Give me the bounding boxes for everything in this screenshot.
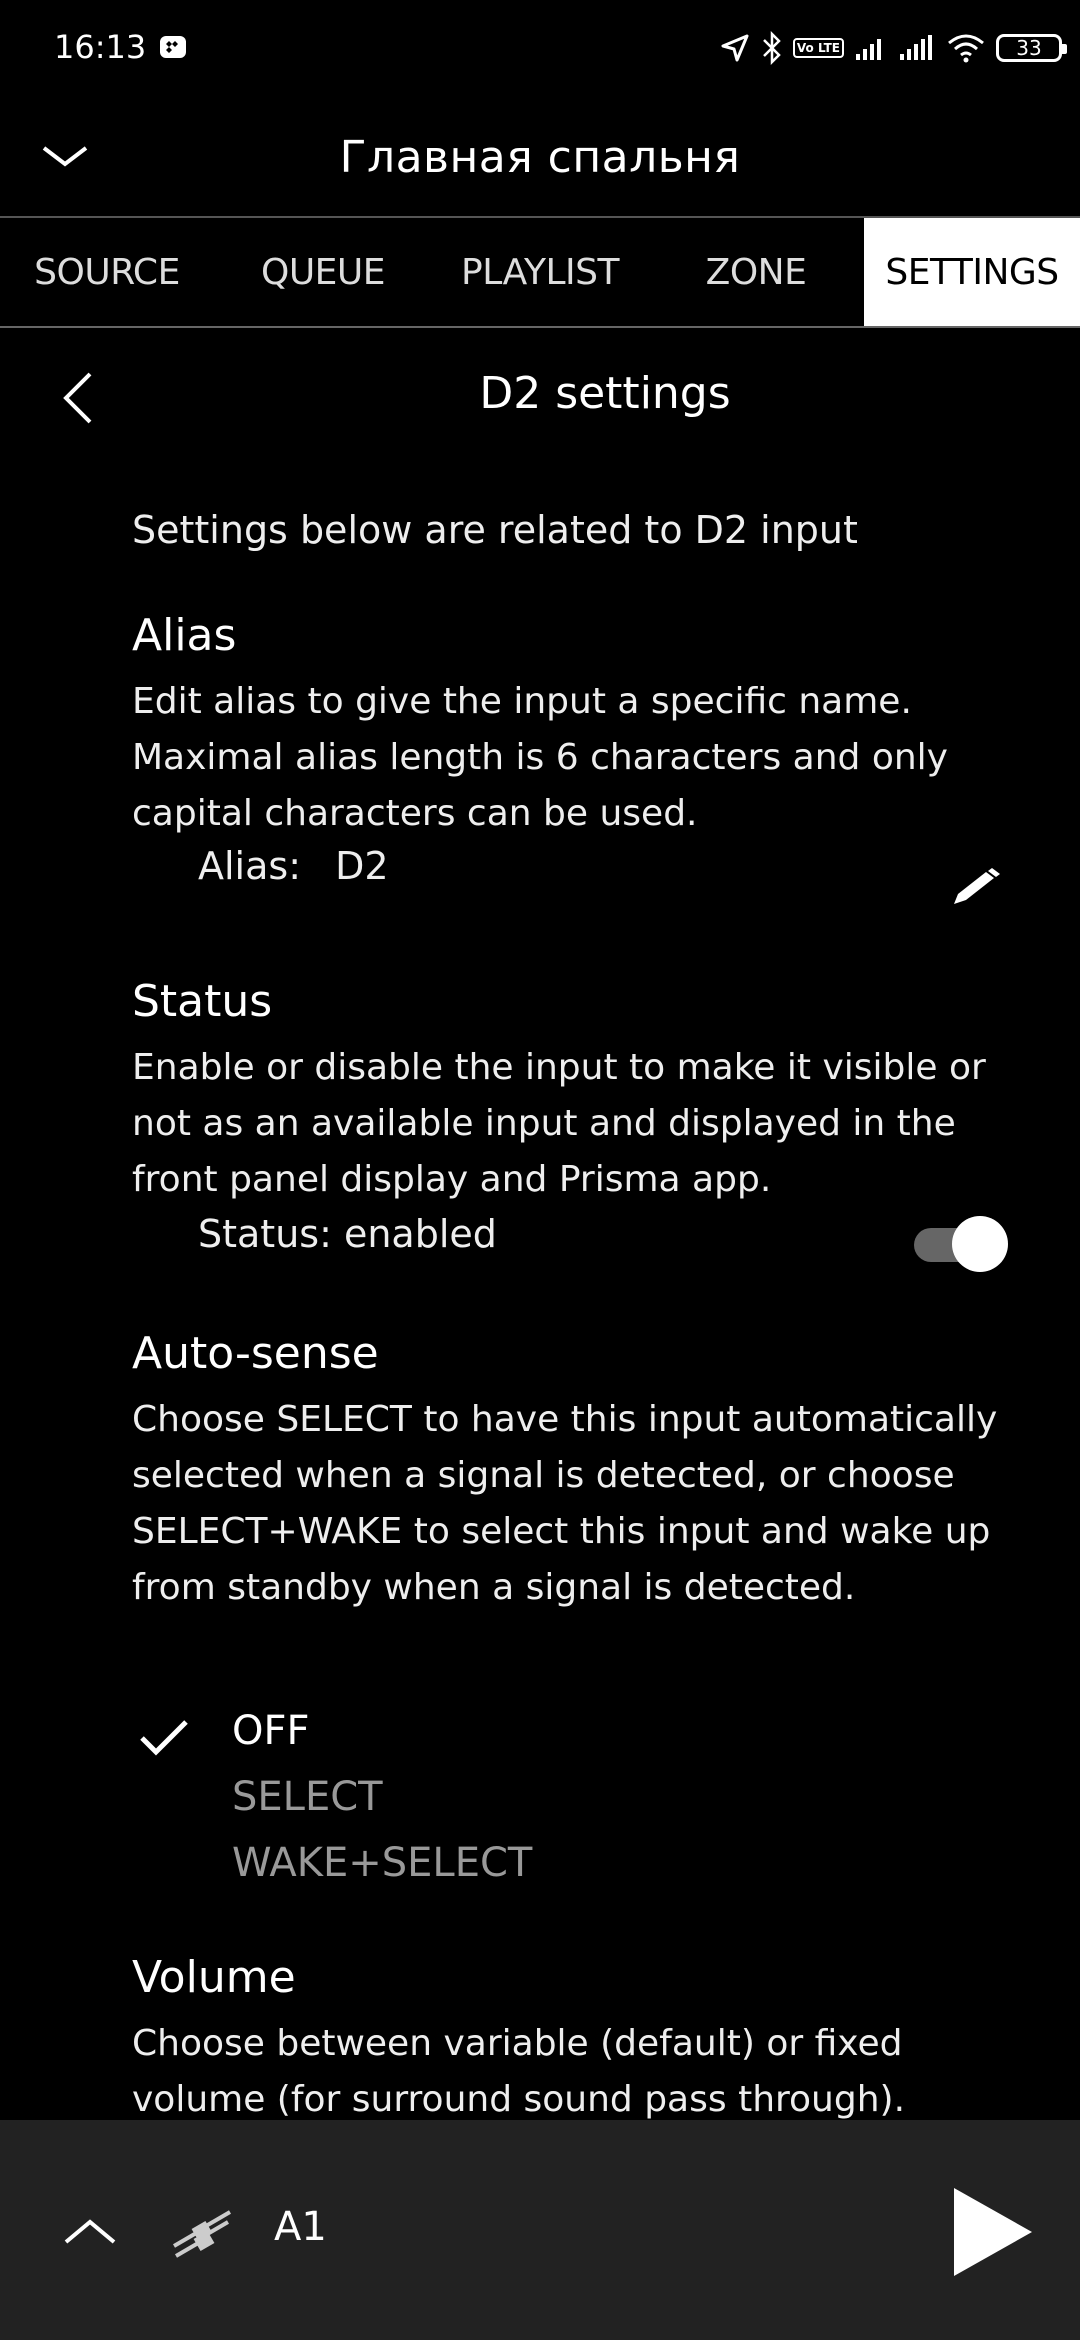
alias-section — [132, 610, 236, 661]
auto-sense-title: Auto-sense — [132, 1328, 379, 1379]
alias-value-line — [198, 844, 389, 888]
page-title: Главная спальня — [339, 132, 741, 183]
status-time: 16:13 — [54, 28, 147, 66]
toggle-knob — [952, 1216, 1008, 1272]
signal-icon — [898, 34, 936, 62]
desc-line: Edit alias to give the input a specific name. — [132, 681, 912, 722]
chevron-up-icon[interactable] — [60, 2212, 120, 2252]
status-value: Status: enabled — [198, 1212, 497, 1256]
subheader — [0, 328, 1080, 468]
tab-bar — [0, 218, 1080, 328]
auto-sense-description — [132, 1392, 997, 1616]
pencil-icon[interactable] — [948, 866, 1004, 910]
alias-title: Alias — [132, 610, 237, 661]
location-arrow-icon — [719, 32, 751, 64]
wifi-icon — [946, 33, 986, 63]
desc-line: front panel display and Prisma app. — [132, 1159, 772, 1200]
status-title: Status — [132, 976, 273, 1027]
desc-line: Enable or disable the input to make it visible or — [132, 1047, 986, 1088]
desc-line: Choose SELECT to have this input automatically — [132, 1399, 998, 1440]
status-bar — [0, 0, 1080, 96]
battery-icon: 33 — [996, 34, 1062, 62]
desc-line: Maximal alias length is 6 characters and only — [132, 737, 948, 778]
intro-text: Settings below are related to D2 input — [132, 508, 858, 552]
status-toggle[interactable] — [914, 1216, 1006, 1270]
alias-value: D2 — [335, 844, 389, 888]
cable-icon — [170, 2206, 234, 2262]
tab-queue[interactable]: QUEUE — [260, 251, 386, 293]
tab-source[interactable]: SOURCE — [34, 251, 180, 293]
desc-line: SELECT+WAKE to select this input and wake up — [132, 1511, 991, 1552]
tab-settings[interactable]: SETTINGS — [864, 218, 1080, 326]
option-off[interactable]: OFF — [232, 1708, 310, 1754]
desc-line: not as an available input and displayed in the — [132, 1103, 956, 1144]
desc-line: capital characters can be used. — [132, 793, 698, 834]
header — [0, 96, 1080, 218]
alias-description — [132, 674, 948, 842]
desc-line: selected when a signal is detected, or choose — [132, 1455, 955, 1496]
desc-line: from standby when a signal is detected. — [132, 1567, 856, 1608]
tab-zone[interactable]: ZONE — [705, 251, 807, 293]
status-description — [132, 1040, 986, 1208]
desc-line: volume (for surround sound pass through). — [132, 2079, 906, 2120]
volume-description — [132, 2016, 905, 2128]
alias-label: Alias: — [198, 844, 301, 888]
tab-playlist[interactable]: PLAYLIST — [461, 251, 619, 293]
volume-title: Volume — [132, 1952, 296, 2003]
signal-icon — [854, 34, 888, 62]
option-wake-select[interactable]: WAKE+SELECT — [232, 1840, 533, 1886]
current-source: A1 — [274, 2204, 327, 2250]
status-icons — [719, 26, 1062, 70]
volte-icon: Vo LTE — [793, 38, 844, 58]
mini-player — [0, 2120, 1080, 2340]
option-select[interactable]: SELECT — [232, 1774, 383, 1820]
checkmark-icon — [138, 1716, 190, 1760]
settings-title: D2 settings — [479, 368, 731, 419]
bluetooth-icon — [761, 31, 783, 65]
tidal-icon — [158, 34, 188, 60]
play-icon[interactable] — [946, 2184, 1036, 2280]
desc-line: Choose between variable (default) or fixed — [132, 2023, 903, 2064]
